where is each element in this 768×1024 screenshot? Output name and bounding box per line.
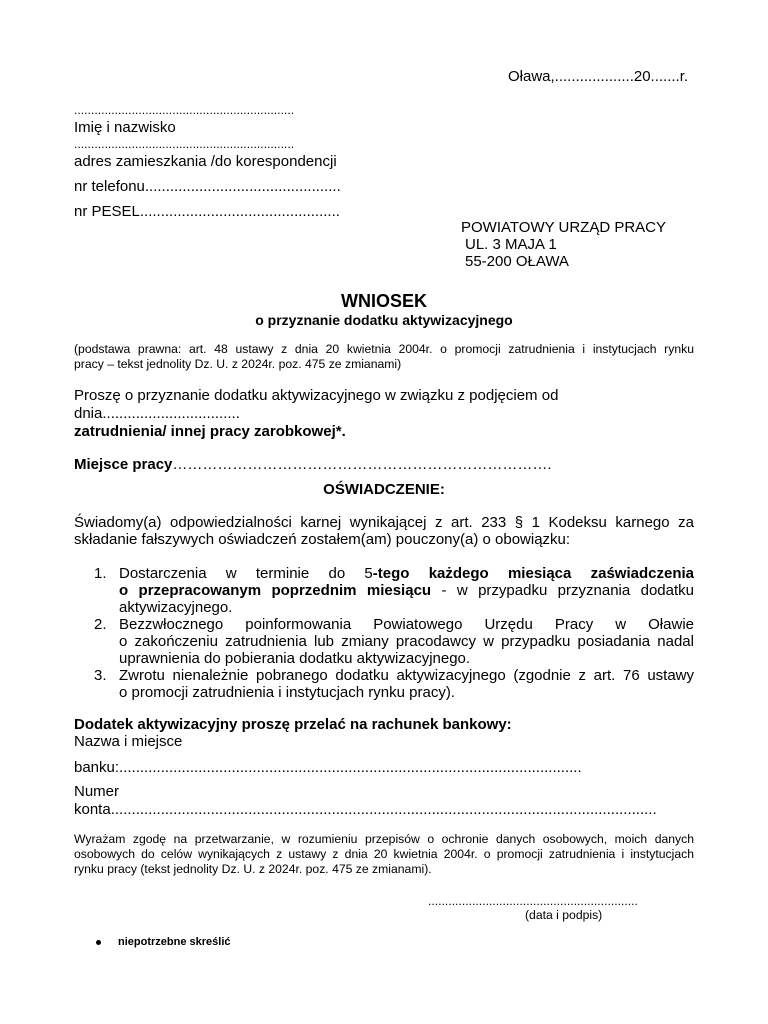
obligations-list — [94, 565, 694, 701]
obligation-item-2 — [94, 616, 694, 667]
bank-name-field: banku:............................................................................................................... — [74, 759, 582, 776]
place-date: Oława,...................20.......r. — [508, 68, 689, 85]
footnote: niepotrzebne skreślić — [118, 936, 231, 948]
name-label: Imię i nazwisko — [74, 119, 176, 136]
obligation-3-line2: o promocji zatrudnienia i instytucjach rynku pracy). — [119, 684, 455, 701]
request-employment-type: zatrudnienia/ innej pracy zarobkowej*. — [74, 423, 346, 440]
bank-heading: Dodatek aktywizacyjny proszę przelać na rachunek bankowy: — [74, 716, 512, 733]
workplace-dots: …………………………………………………………………. — [172, 456, 552, 473]
consent-line2: osobowych do celów wynikających z ustawy z dnia 20 kwietnia 2004r. o promocji zatrudnienia i instytucjach — [74, 847, 694, 861]
obligation-number: 3. — [94, 667, 107, 684]
consent-line3: rynku pracy (tekst jednolity Dz. U. z 2024r. poz. 475 ze zmianami). — [74, 862, 432, 876]
name-dots: ................................................................. — [74, 103, 295, 117]
legal-basis-line2: pracy – tekst jednolity Dz. U. z 2024r. poz. 475 ze zmianami) — [74, 357, 402, 371]
workplace-field — [74, 456, 552, 474]
declaration-intro-line2: składanie fałszywych oświadczeń zostałem(am) pouczony(a) o obowiązku: — [74, 531, 571, 548]
declaration-heading: OŚWIADCZENIE: — [323, 481, 445, 498]
obligation-item-3 — [94, 667, 694, 701]
account-number-field: konta................................................................................................................................... — [74, 801, 657, 818]
account-number-label: Numer — [74, 783, 120, 800]
pesel-label: nr PESEL................................................ — [74, 203, 340, 220]
document-subtitle: o przyznanie dodatku aktywizacyjnego — [255, 312, 513, 328]
obligation-2-line3: uprawnienia do pobierania dodatku aktywizacyjnego. — [119, 650, 471, 667]
signature-dots: .............................................................. — [428, 894, 638, 908]
address-dots: ................................................................. — [74, 137, 295, 151]
obligation-1-line2: o przepracowanym poprzednim miesiącu - w przypadku przyznania dodatku — [119, 582, 694, 599]
recipient-line1: POWIATOWY URZĄD PRACY — [461, 219, 667, 236]
signature-label: (data i podpis) — [525, 908, 603, 922]
document-title: WNIOSEK — [340, 291, 427, 311]
bank-name-label: Nazwa i miejsce — [74, 733, 183, 750]
phone-label: nr telefonu............................................... — [74, 178, 341, 195]
legal-basis-line1: (podstawa prawna: art. 48 ustawy z dnia 20 kwietnia 2004r. o promocji zatrudnienia i instytucjach rynku — [74, 342, 694, 356]
obligation-2-line2: o zakończeniu zatrudnienia lub zmiany pracodawcy w przypadku posiadania nadal — [119, 633, 694, 650]
bullet-icon — [96, 940, 101, 945]
address-label: adres zamieszkania /do korespondencji — [74, 153, 337, 170]
request-date: dnia................................. — [74, 405, 240, 422]
recipient-line2: UL. 3 MAJA 1 — [465, 236, 557, 253]
obligation-number: 1. — [94, 565, 107, 582]
request-line1: Proszę o przyznanie dodatku aktywizacyjnego w związku z podjęciem od — [74, 387, 559, 404]
obligation-2-line1: Bezzwłocznego poinformowania Powiatowego Urzędu Pracy w Oławie — [119, 616, 694, 633]
declaration-intro-line1: Świadomy(a) odpowiedzialności karnej wynikającej z art. 233 § 1 Kodeksu karnego za — [74, 514, 694, 531]
consent-line1: Wyrażam zgodę na przetwarzanie, w rozumieniu przepisów o ochronie danych osobowych, moich danych — [74, 832, 694, 846]
obligation-item-1 — [94, 565, 694, 616]
obligation-number: 2. — [94, 616, 107, 633]
workplace-label: Miejsce pracy — [74, 456, 173, 473]
obligation-1-line1: Dostarczenia w terminie do 5-tego każdego miesiąca zaświadczenia — [119, 565, 694, 582]
recipient-line3: 55-200 OŁAWA — [465, 253, 569, 270]
obligation-3-line1: Zwrotu nienależnie pobranego dodatku aktywizacyjnego (zgodnie z art. 76 ustawy — [119, 667, 694, 684]
obligation-1-line3: aktywizacyjnego. — [119, 599, 233, 616]
